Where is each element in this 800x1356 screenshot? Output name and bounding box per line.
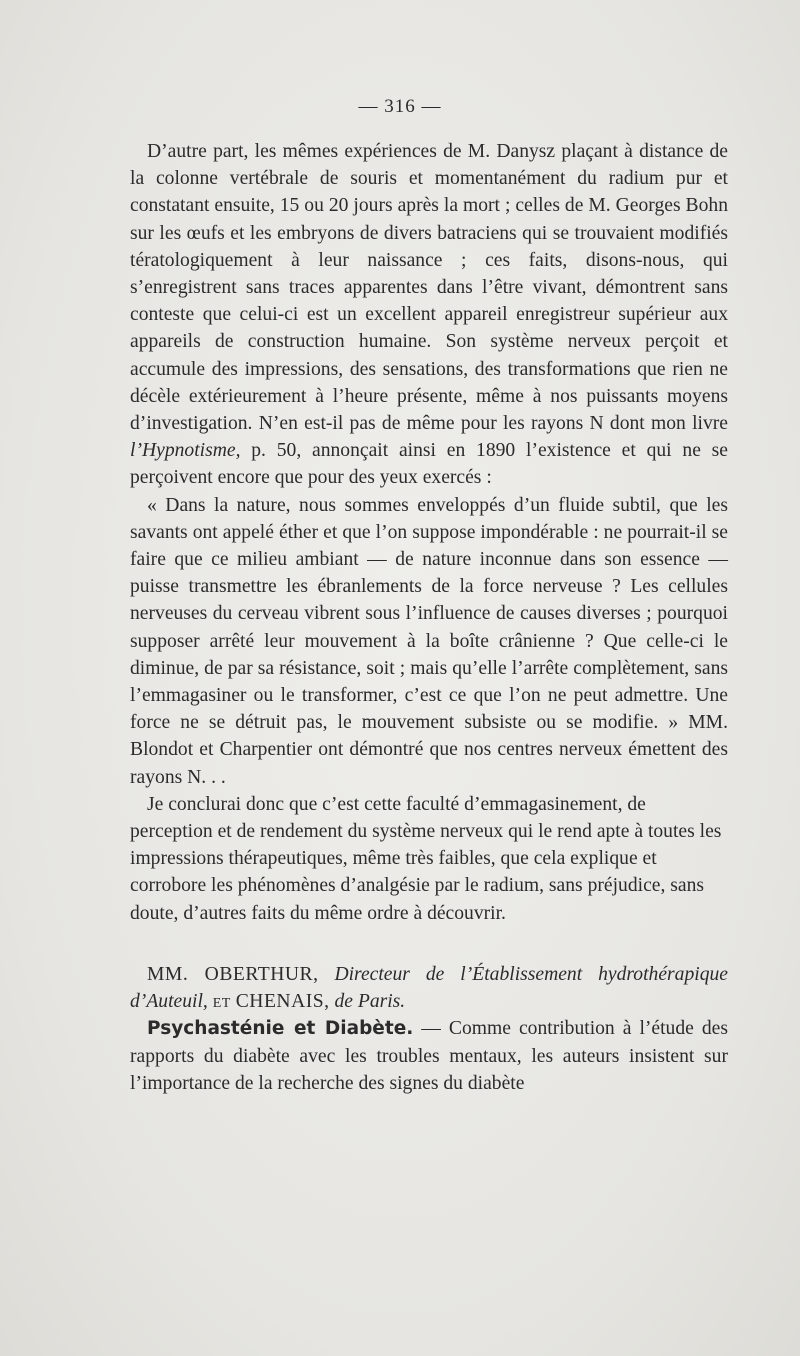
body-text <box>130 138 728 1097</box>
section-title: Psychasténie et Diabète. <box>147 1018 414 1040</box>
paragraph-quote: « Dans la nature, nous sommes enveloppés d’un fluide subtil, que les savants ont appelé éther et que l’on suppose impondérable : ne pourrait-il se faire que ce milieu ambiant — de nature inconnue dans son essence — puisse transmettre les ébranlements de la force nerveuse ? Les cellules nerveuses du cerveau vibrent sous l’influence de causes diverses ; pourquoi supposer arrêté leur mouvement à la boîte crânienne ? Que celle-ci le diminue, de par sa résistance, soit ; mais qu’elle l’arrête complètement, sans l’emmagasiner ou le transformer, c’est ce que l’on ne peut admettre. Une force ne se détruit pas, le mouvement subsiste ou se modifie. » MM. Blondot et Charpentier ont démontré que nos centres nerveux émettent des rayons N. . . <box>130 494 728 788</box>
authors-line: MM. OBERTHUR, Directeur de l’Établissement hydrothérapique d’Auteuil, et CHENAIS, de Paris. <box>130 963 728 1013</box>
page-number: — 316 — <box>358 96 442 117</box>
paragraph-1: D’autre part, les mêmes expériences de M. Danysz plaçant à distance de la colonne vertébrale de souris et momentanément du radium pur et constatant ensuite, 15 ou 20 jours après la mort ; celles de M. Georges Bohn sur les œufs et les embryons de divers batraciens qui se trouvaient modifiés tératologiquement à leur naissance ; ces faits, disons-nous, qui s’enregistrent sans traces apparentes dans l’être vivant, démontrent sans conteste que celui-ci est un excellent appareil enregistreur supérieur aux appareils de construction humaine. Son système nerveux perçoit et accumule des impressions, des sensations, des transformations que rien ne décèle extérieurement à l’heure présente, même à nos puissants moyens d’investigation. N’en est-il pas de même pour les rayons N dont mon livre l’Hypnotisme, p. 50, annonçait ainsi en 1890 l’existence et qui ne se perçoivent encore que pour des yeux exercés : <box>130 141 728 489</box>
section-gap <box>130 927 728 961</box>
paragraph-conclusion: Je conclurai donc que c’est cette faculté d’emmagasinement, de perception et de rendement du système nerveux qui le rend apte à toutes les impressions thérapeutiques, même très faibles, que cela explique et corrobore les phénomènes d’analgésie par le radium, sans préjudice, sans doute, d’autres faits du même ordre à découvrir. <box>130 793 722 924</box>
section-paragraph: Psychasténie et Diabète. — Comme contribution à l’étude des rapports du diabète avec les troubles mentaux, les auteurs insistent sur l’importance de la recherche des signes du diabète <box>130 1018 728 1094</box>
book-title: l’Hypnotisme, <box>130 440 241 462</box>
